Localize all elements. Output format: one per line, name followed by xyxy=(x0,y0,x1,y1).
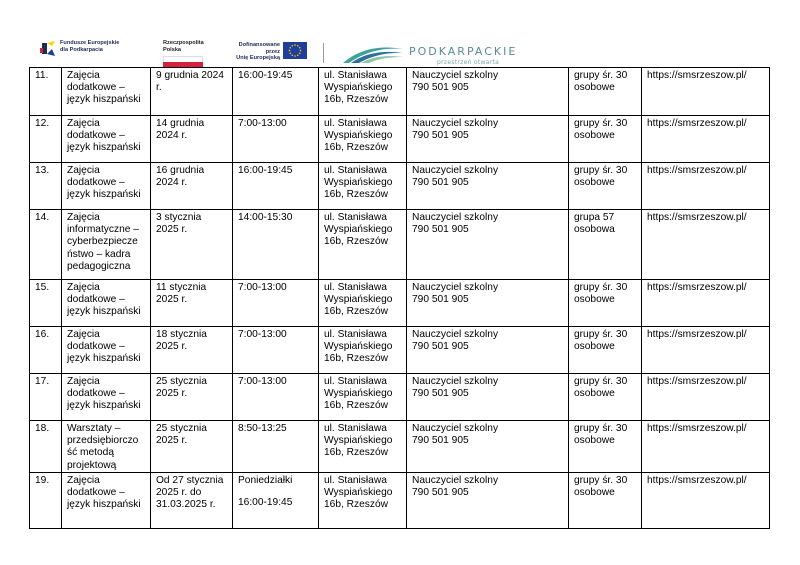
activity-cell-line: Zajęcia xyxy=(67,70,100,81)
activity-cell-line: informatyczne – xyxy=(67,224,139,236)
url-cell[interactable]: https://smsrzeszow.pl/ xyxy=(642,280,770,327)
activity-cell xyxy=(62,210,151,280)
address-cell-line: 16b, Rzeszów xyxy=(324,499,388,511)
contact-cell xyxy=(407,116,569,163)
activity-cell-line: Zajęcia xyxy=(67,165,100,176)
date-cell-line: 2025 r. xyxy=(156,224,188,236)
eu-star xyxy=(297,54,299,56)
address-cell-line: Wyspiańskiego xyxy=(324,487,393,499)
address-cell-line: ul. Stanisława xyxy=(324,165,387,176)
group-cell xyxy=(569,210,642,280)
table-row xyxy=(30,280,770,327)
activity-cell-line: ść metodą xyxy=(67,447,114,459)
eu-star xyxy=(294,44,296,46)
group-cell xyxy=(569,163,642,210)
date-cell-line: 2025 r. xyxy=(156,294,188,306)
logo-divider xyxy=(323,43,324,63)
table-row xyxy=(30,116,770,163)
fe-star-icon xyxy=(40,40,56,56)
date-cell-line: 2025 r. xyxy=(156,388,188,400)
contact-cell-line: Nauczyciel szkolny xyxy=(412,118,499,129)
contact-cell-line: 790 501 905 xyxy=(412,341,469,353)
time-cell-line: 16:00-19:45 xyxy=(238,165,293,176)
address-cell xyxy=(319,472,407,528)
group-cell xyxy=(569,374,642,421)
fe-logo-line-2: dla Podkarpacia xyxy=(60,46,103,53)
row-number: 14. xyxy=(30,210,62,280)
activity-cell xyxy=(62,116,151,163)
contact-cell-line: Nauczyciel szkolny xyxy=(412,165,499,176)
date-cell xyxy=(151,210,233,280)
eu-star xyxy=(289,47,291,49)
rp-logo-line-2: Polska xyxy=(163,46,182,53)
time-cell-line: 14:00-15:30 xyxy=(238,212,293,223)
eu-star xyxy=(291,45,293,47)
podkarpackie-swoosh-icon xyxy=(341,41,405,65)
time-cell-line: 7:00-13:00 xyxy=(238,282,287,293)
activity-cell xyxy=(62,421,151,473)
logo-bar xyxy=(0,0,800,68)
row-number: 16. xyxy=(30,327,62,374)
activity-cell xyxy=(62,163,151,210)
eu-logo-line-1: Dofinansowane przez xyxy=(238,42,280,55)
activity-cell-line: pedagogiczna xyxy=(67,260,131,272)
eu-star xyxy=(289,50,291,52)
activity-cell-line: projektową xyxy=(67,459,117,471)
group-cell-line: osobowa xyxy=(574,224,615,236)
time-cell xyxy=(233,472,319,528)
eu-star xyxy=(300,50,302,52)
contact-cell-line: 790 501 905 xyxy=(412,388,469,400)
eu-star xyxy=(289,52,291,54)
date-cell-line: 2025 r. xyxy=(156,435,188,447)
url-cell[interactable]: https://smsrzeszow.pl/ xyxy=(642,163,770,210)
contact-cell xyxy=(407,327,569,374)
group-cell-line: osobowe xyxy=(574,177,615,189)
group-cell-line: grupy śr. 30 xyxy=(574,376,628,387)
contact-cell xyxy=(407,280,569,327)
group-cell xyxy=(569,472,642,528)
time-cell-line: 7:00-13:00 xyxy=(238,376,287,387)
eu-logo xyxy=(232,42,307,62)
region-tagline: przestrzeń otwarta xyxy=(437,59,500,66)
address-cell-line: ul. Stanisława xyxy=(324,423,387,434)
contact-cell-line: 790 501 905 xyxy=(412,177,469,189)
date-cell-line: 2025 r. do xyxy=(156,487,202,499)
activity-cell-line: język hiszpański xyxy=(67,353,141,365)
address-cell-line: Wyspiańskiego xyxy=(324,82,393,94)
time-cell xyxy=(233,116,319,163)
activity-cell-line: język hiszpański xyxy=(67,306,141,318)
date-cell xyxy=(151,280,233,327)
row-number: 15. xyxy=(30,280,62,327)
contact-cell-line: 790 501 905 xyxy=(412,82,469,94)
contact-cell xyxy=(407,472,569,528)
group-cell-line: osobowe xyxy=(574,388,615,400)
url-cell[interactable]: https://smsrzeszow.pl/ xyxy=(642,210,770,280)
address-cell-line: 16b, Rzeszów xyxy=(324,189,388,201)
date-cell-line: Od 27 stycznia xyxy=(156,474,224,486)
time-cell-line: 16:00-19:45 xyxy=(238,70,293,81)
group-cell-line: osobowe xyxy=(574,341,615,353)
time-cell xyxy=(233,327,319,374)
address-cell xyxy=(319,116,407,163)
row-number: 18. xyxy=(30,421,62,473)
group-cell xyxy=(569,68,642,116)
activity-cell-line: przedsiębiorczo xyxy=(67,435,139,447)
contact-cell-line: Nauczyciel szkolny xyxy=(412,423,499,434)
table-row xyxy=(30,68,770,116)
contact-cell-line: Nauczyciel szkolny xyxy=(412,70,499,81)
group-cell xyxy=(569,280,642,327)
address-cell-line: Wyspiańskiego xyxy=(324,224,393,236)
activity-cell-line: język hiszpański xyxy=(67,142,141,154)
contact-cell-line: Nauczyciel szkolny xyxy=(412,212,499,223)
date-cell-line: 2024 r. xyxy=(156,130,188,142)
date-cell-line: 3 stycznia xyxy=(156,212,202,223)
address-cell-line: 16b, Rzeszów xyxy=(324,94,388,106)
group-cell-line: osobowe xyxy=(574,294,615,306)
address-cell xyxy=(319,210,407,280)
activity-cell-line: dodatkowe – xyxy=(67,82,125,94)
date-cell xyxy=(151,116,233,163)
contact-cell xyxy=(407,210,569,280)
activity-cell-line: Zajęcia xyxy=(67,474,100,486)
table-row xyxy=(30,421,770,473)
time-cell-line: 16:00-19:45 xyxy=(238,497,293,509)
group-cell-line: grupy śr. 30 xyxy=(574,165,628,176)
contact-cell xyxy=(407,163,569,210)
address-cell-line: ul. Stanisława xyxy=(324,212,387,223)
address-cell-line: ul. Stanisława xyxy=(324,118,387,129)
eu-star xyxy=(299,52,301,54)
contact-cell-line: Nauczyciel szkolny xyxy=(412,376,499,387)
rp-logo-line-1: Rzeczpospolita xyxy=(163,40,204,46)
address-cell xyxy=(319,421,407,473)
activity-cell-line: dodatkowe – xyxy=(67,341,125,353)
date-cell xyxy=(151,374,233,421)
group-cell-line: osobowe xyxy=(574,130,615,142)
url-cell[interactable]: https://smsrzeszow.pl/ xyxy=(642,68,770,116)
address-cell-line: 16b, Rzeszów xyxy=(324,236,388,248)
address-cell xyxy=(319,280,407,327)
url-cell[interactable]: https://smsrzeszow.pl/ xyxy=(642,421,770,473)
table-row xyxy=(30,374,770,421)
time-cell xyxy=(233,68,319,116)
activity-cell xyxy=(62,280,151,327)
group-cell-line: grupa 57 xyxy=(574,212,615,223)
row-number: 17. xyxy=(30,374,62,421)
activity-cell-line: dodatkowe – xyxy=(67,294,125,306)
date-cell xyxy=(151,68,233,116)
address-cell-line: Wyspiańskiego xyxy=(324,388,393,400)
activity-cell xyxy=(62,374,151,421)
group-cell-line: grupy śr. 30 xyxy=(574,423,628,434)
activity-cell-line: Zajęcia xyxy=(67,282,100,293)
time-cell xyxy=(233,280,319,327)
fe-logo-line-1: Fundusze Europejskie xyxy=(60,40,120,46)
group-cell-line: grupy śr. 30 xyxy=(574,329,628,340)
eu-star xyxy=(299,47,301,49)
row-number: 19. xyxy=(30,472,62,528)
activity-cell-line: cyberbezpiecze xyxy=(67,236,138,248)
time-cell xyxy=(233,210,319,280)
contact-cell-line: 790 501 905 xyxy=(412,130,469,142)
address-cell xyxy=(319,327,407,374)
date-cell-line: 11 stycznia xyxy=(156,282,207,293)
date-cell-line: 25 stycznia xyxy=(156,423,207,434)
row-number: 11. xyxy=(30,68,62,116)
schedule-table xyxy=(29,67,770,529)
contact-cell-line: Nauczyciel szkolny xyxy=(412,474,499,486)
group-cell-line: grupy śr. 30 xyxy=(574,118,628,129)
date-cell-line: 18 stycznia xyxy=(156,329,207,340)
activity-cell-line: dodatkowe – xyxy=(67,388,125,400)
activity-cell-line: ństwo – kadra xyxy=(67,248,131,260)
date-cell-line: 9 grudnia 2024 xyxy=(156,70,224,81)
eu-star xyxy=(297,45,299,47)
row-number: 12. xyxy=(30,116,62,163)
date-cell xyxy=(151,472,233,528)
time-cell xyxy=(233,163,319,210)
table-row xyxy=(30,210,770,280)
address-cell-line: ul. Stanisława xyxy=(324,70,387,81)
address-cell-line: 16b, Rzeszów xyxy=(324,447,388,459)
activity-cell-line: Zajęcia xyxy=(67,329,100,340)
fe-logo xyxy=(40,40,130,56)
eu-flag-icon xyxy=(283,42,307,59)
url-cell[interactable]: https://smsrzeszow.pl/ xyxy=(642,327,770,374)
time-cell-line: 7:00-13:00 xyxy=(238,118,287,129)
address-cell-line: Wyspiańskiego xyxy=(324,341,393,353)
contact-cell-line: Nauczyciel szkolny xyxy=(412,282,499,293)
time-cell-line: 8:50-13:25 xyxy=(238,423,287,434)
contact-cell-line: 790 501 905 xyxy=(412,487,469,499)
date-cell-line: 2024 r. xyxy=(156,177,188,189)
url-cell[interactable]: https://smsrzeszow.pl/ xyxy=(642,374,770,421)
url-cell[interactable]: https://smsrzeszow.pl/ xyxy=(642,472,770,528)
table-row xyxy=(30,163,770,210)
time-cell xyxy=(233,421,319,473)
address-cell-line: 16b, Rzeszów xyxy=(324,306,388,318)
time-cell-line: Poniedziałki xyxy=(238,474,293,486)
date-cell-line: 14 grudnia xyxy=(156,118,205,129)
address-cell-line: 16b, Rzeszów xyxy=(324,142,388,154)
activity-cell-line: język hiszpański xyxy=(67,94,141,106)
address-cell xyxy=(319,163,407,210)
group-cell xyxy=(569,421,642,473)
activity-cell-line: język hiszpański xyxy=(67,400,141,412)
activity-cell-line: język hiszpański xyxy=(67,189,141,201)
table-row xyxy=(30,472,770,528)
activity-cell-line: dodatkowe – xyxy=(67,177,125,189)
activity-cell-line: Zajęcia xyxy=(67,376,100,387)
group-cell xyxy=(569,116,642,163)
address-cell-line: Wyspiańskiego xyxy=(324,435,393,447)
address-cell-line: ul. Stanisława xyxy=(324,474,387,486)
date-cell xyxy=(151,163,233,210)
address-cell xyxy=(319,374,407,421)
activity-cell-line: dodatkowe – xyxy=(67,487,125,499)
rp-logo xyxy=(163,40,223,53)
contact-cell-line: Nauczyciel szkolny xyxy=(412,329,499,340)
group-cell-line: osobowe xyxy=(574,82,615,94)
row-number: 13. xyxy=(30,163,62,210)
date-cell xyxy=(151,327,233,374)
activity-cell-line: język hiszpański xyxy=(67,499,141,511)
eu-logo-line-2: Unię Europejską xyxy=(236,55,280,61)
eu-star xyxy=(294,55,296,57)
contact-cell-line: 790 501 905 xyxy=(412,435,469,447)
date-cell-line: 2025 r. xyxy=(156,341,188,353)
address-cell-line: ul. Stanisława xyxy=(324,376,387,387)
date-cell-line: 25 stycznia xyxy=(156,376,207,387)
url-cell[interactable]: https://smsrzeszow.pl/ xyxy=(642,116,770,163)
address-cell-line: Wyspiańskiego xyxy=(324,130,393,142)
activity-cell xyxy=(62,68,151,116)
address-cell-line: Wyspiańskiego xyxy=(324,177,393,189)
activity-cell xyxy=(62,327,151,374)
activity-cell-line: Zajęcia xyxy=(67,212,100,223)
contact-cell xyxy=(407,374,569,421)
contact-cell-line: 790 501 905 xyxy=(412,294,469,306)
activity-cell-line: Warsztaty – xyxy=(67,423,121,434)
date-cell xyxy=(151,421,233,473)
date-cell-line: 16 grudnia xyxy=(156,165,205,176)
contact-cell-line: 790 501 905 xyxy=(412,224,469,236)
region-name: PODKARPACKIE xyxy=(409,45,518,58)
table-row xyxy=(30,327,770,374)
group-cell-line: osobowe xyxy=(574,487,615,499)
address-cell-line: Wyspiańskiego xyxy=(324,294,393,306)
group-cell-line: grupy śr. 30 xyxy=(574,474,628,486)
date-cell-line: 31.03.2025 r. xyxy=(156,499,216,511)
contact-cell xyxy=(407,421,569,473)
eu-star xyxy=(291,54,293,56)
group-cell-line: grupy śr. 30 xyxy=(574,70,628,81)
activity-cell xyxy=(62,472,151,528)
address-cell-line: ul. Stanisława xyxy=(324,282,387,293)
activity-cell-line: Zajęcia xyxy=(67,118,100,129)
address-cell-line: ul. Stanisława xyxy=(324,329,387,340)
date-cell-line: r. xyxy=(156,82,162,94)
address-cell-line: 16b, Rzeszów xyxy=(324,353,388,365)
time-cell xyxy=(233,374,319,421)
group-cell-line: osobowe xyxy=(574,435,615,447)
address-cell-line: 16b, Rzeszów xyxy=(324,400,388,412)
group-cell xyxy=(569,327,642,374)
contact-cell xyxy=(407,68,569,116)
address-cell xyxy=(319,68,407,116)
group-cell-line: grupy śr. 30 xyxy=(574,282,628,293)
activity-cell-line: dodatkowe – xyxy=(67,130,125,142)
time-cell-line: 7:00-13:00 xyxy=(238,329,287,340)
